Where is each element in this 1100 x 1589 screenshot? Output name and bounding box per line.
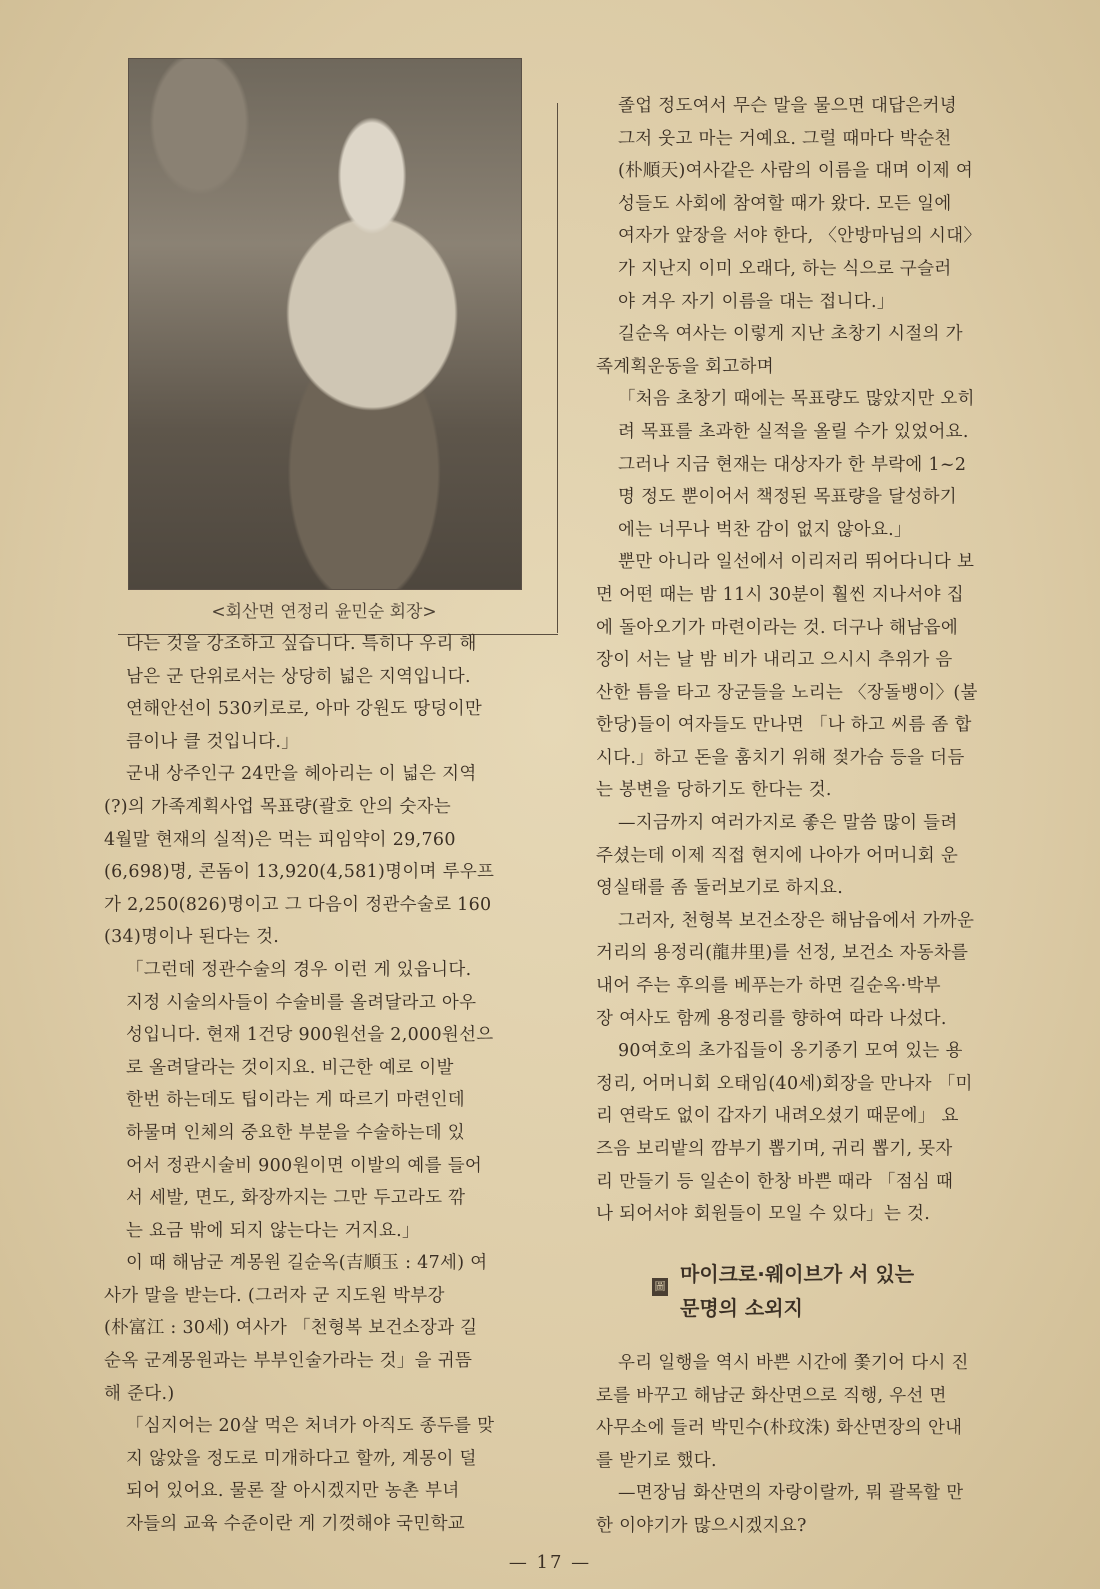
text-line: 주셨는데 이제 직접 현지에 나아가 어머니회 운 xyxy=(596,845,959,866)
text-line: 리 만들기 등 일손이 한창 바쁜 때라 「점심 때 xyxy=(596,1171,954,1192)
text-line: 성입니다. 현재 1건당 900원선을 2,000원선으 xyxy=(126,1025,494,1046)
text-line: 서 세발, 면도, 화장까지는 그만 두고라도 깎 xyxy=(126,1188,466,1209)
text-line: 어서 정관시술비 900원이면 이발의 예를 들어 xyxy=(126,1155,483,1176)
text-line: (朴順天)여사같은 사람의 이름을 대며 이제 여 xyxy=(618,161,974,182)
text-line: 「그런데 정관수술의 경우 이런 게 있읍니다. xyxy=(126,959,472,980)
text-line: —면장님 화산면의 자랑이랄까, 뭐 괄목할 만 xyxy=(618,1483,964,1504)
text-line: 그저 웃고 마는 거예요. 그럴 때마다 박순천 xyxy=(618,128,952,149)
text-line: 길순옥 여사는 이렇게 지난 초창기 시절의 가 xyxy=(618,324,963,345)
text-line: 사가 말을 받는다. (그러자 군 지도원 박부강 xyxy=(104,1285,445,1306)
text-line: 큼이나 클 것입니다.」 xyxy=(126,731,300,752)
text-line: 자들의 교육 수준이란 게 기껏해야 국민학교 xyxy=(126,1514,466,1535)
text-line: 장 여사도 함께 용정리를 향하여 따라 나섰다. xyxy=(596,1008,947,1029)
column-divider xyxy=(557,103,558,633)
text-line: 로 올려달라는 것이지요. 비근한 예로 이발 xyxy=(126,1057,454,1078)
section-heading-line: 마이크로·웨이브가 서 있는 xyxy=(680,1262,915,1286)
text-line: 연해안선이 530키로로, 아마 강원도 땅덩이만 xyxy=(126,699,483,720)
text-line: 야 겨우 자기 이름을 대는 접니다.」 xyxy=(618,291,895,312)
text-line: 가 지난지 이미 오래다, 하는 식으로 구슬러 xyxy=(618,258,952,279)
text-line: (朴富江 : 30세) 여사가 「천형복 보건소장과 길 xyxy=(104,1318,478,1339)
text-line: 군내 상주인구 24만을 헤아리는 이 넓은 지역 xyxy=(126,764,477,785)
text-line: (?)의 가족계획사업 목표량(괄호 안의 숫자는 xyxy=(104,796,451,817)
section-heading-line: 문명의 소외지 xyxy=(680,1296,803,1320)
text-line: 를 받기로 했다. xyxy=(596,1450,717,1471)
text-line: 지 않았을 정도로 미개하다고 할까, 계몽이 덜 xyxy=(126,1448,477,1469)
text-line: 영실태를 좀 둘러보기로 하지요. xyxy=(596,878,844,899)
text-line: 거리의 용정리(龍井里)를 선정, 보건소 자동차를 xyxy=(596,943,969,964)
text-line: 정리, 어머니회 오태임(40세)회장을 만나자 「미 xyxy=(596,1073,973,1094)
text-line: 성들도 사회에 참여할 때가 왔다. 모든 일에 xyxy=(618,193,952,214)
text-line: 시다.」하고 돈을 훔치기 위해 젖가슴 등을 더듬 xyxy=(596,747,965,768)
page-number: — 17 — xyxy=(508,1552,592,1573)
text-line: 는 요금 밖에 되지 않는다는 거지요.」 xyxy=(126,1220,420,1241)
text-line: 여자가 앞장을 서야 한다, 〈안방마님의 시대〉 xyxy=(618,226,982,247)
text-line: 산한 틈을 타고 장군들을 노리는 〈장돌뱅이〉(불 xyxy=(596,682,978,703)
text-line: 4월말 현재의 실적)은 먹는 피임약이 29,760 xyxy=(104,829,456,850)
portrait-photo xyxy=(128,58,522,590)
text-line: 에는 너무나 벅찬 감이 없지 않아요.」 xyxy=(618,519,912,540)
text-line: 내어 주는 후의를 베푸는가 하면 길순옥·박부 xyxy=(596,976,941,997)
text-line: 면 어떤 때는 밤 11시 30분이 훨씬 지나서야 집 xyxy=(596,584,964,605)
text-line: 우리 일행을 역시 바쁜 시간에 쫓기어 다시 진 xyxy=(618,1353,969,1373)
text-line: 족계획운동을 회고하며 xyxy=(596,356,774,377)
text-line: 즈음 보리밭의 깜부기 뽑기며, 귀리 뽑기, 못자 xyxy=(596,1139,953,1159)
text-line: 한 이야기가 많으시겠지요? xyxy=(596,1515,807,1536)
text-line: 그러자, 천형복 보건소장은 해남읍에서 가까운 xyxy=(618,910,975,931)
text-line: (34)명이나 된다는 것. xyxy=(104,927,280,948)
text-line: (6,698)명, 콘돔이 13,920(4,581)명이며 루우프 xyxy=(104,862,495,883)
text-line: 되어 있어요. 물론 잘 아시겠지만 농촌 부녀 xyxy=(126,1481,460,1502)
right-column xyxy=(596,90,1048,1231)
right-column-continued xyxy=(596,1347,1048,1543)
text-line: 졸업 정도여서 무슨 말을 물으면 대답은커녕 xyxy=(618,96,958,116)
text-line: 90여호의 초가집들이 옹기종기 모여 있는 용 xyxy=(618,1041,963,1062)
text-line: 뿐만 아니라 일선에서 이리저리 뛰어다니다 보 xyxy=(618,552,975,573)
text-line: 는 봉변을 당하기도 한다는 것. xyxy=(596,780,832,801)
text-line: —지금까지 여러가지로 좋은 말씀 많이 들려 xyxy=(618,813,958,834)
text-line: 그러나 지금 현재는 대상자가 한 부락에 1~2 xyxy=(618,454,967,475)
text-line: 다는 것을 강조하고 싶습니다. 특히나 우리 해 xyxy=(126,634,477,654)
text-line: 가 2,250(826)명이고 그 다음이 정관수술로 160 xyxy=(104,894,492,915)
text-line: 나 되어서야 회원들이 모일 수 있다」는 것. xyxy=(596,1204,931,1225)
text-line: 해 준다.) xyxy=(104,1383,175,1404)
text-line: 로를 바꾸고 해남군 화산면으로 직행, 우선 면 xyxy=(596,1385,947,1406)
section-marker-icon: 圖 xyxy=(652,1278,668,1296)
left-column xyxy=(104,628,556,1541)
text-line: 명 정도 뿐이어서 책정된 목표량을 달성하기 xyxy=(618,487,958,508)
text-line: 사무소에 들러 박민수(朴玟洙) 화산면장의 안내 xyxy=(596,1418,963,1439)
text-line: 남은 군 단위로서는 상당히 넓은 지역입니다. xyxy=(126,666,471,687)
text-line: 장이 서는 날 밤 비가 내리고 으시시 추위가 음 xyxy=(596,650,953,671)
text-line: 이 때 해남군 계몽원 길순옥(吉順玉 : 47세) 여 xyxy=(126,1253,488,1274)
text-line: 한당)들이 여자들도 만나면 「나 하고 씨름 좀 합 xyxy=(596,715,972,736)
text-line: 에 돌아오기가 마련이라는 것. 더구나 해남읍에 xyxy=(596,617,959,638)
text-line: 한번 하는데도 팁이라는 게 따르기 마련인데 xyxy=(126,1090,466,1111)
photo-caption: <회산면 연정리 윤민순 회장> xyxy=(211,602,437,622)
section-heading xyxy=(680,1257,914,1325)
text-line: 려 목표를 초과한 실적을 올릴 수가 있었어요. xyxy=(618,421,969,442)
text-line: 「처음 초창기 때에는 목표량도 많았지만 오히 xyxy=(618,389,975,410)
text-line: 리 연락도 없이 갑자기 내려오셨기 때문에」 요 xyxy=(596,1106,959,1127)
text-line: 지정 시술의사들이 수술비를 올려달라고 아우 xyxy=(126,992,477,1013)
text-line: 순옥 군계몽원과는 부부인술가라는 것」을 귀뜸 xyxy=(104,1351,473,1372)
text-line: 「심지어는 20살 먹은 처녀가 아직도 종두를 맞 xyxy=(126,1416,495,1437)
text-line: 하물며 인체의 중요한 부분을 수술하는데 있 xyxy=(126,1122,466,1143)
